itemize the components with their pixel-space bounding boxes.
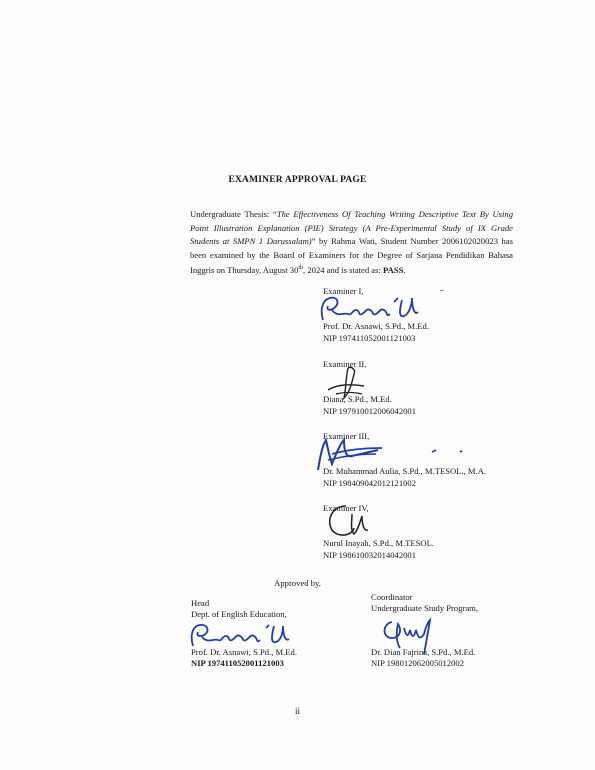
head-name: Prof. Dr. Asnawi, S.Pd., M.Ed.	[191, 647, 297, 657]
examiner-1-name: Prof. Dr. Asnawi, S.Pd., M.Ed.	[323, 320, 429, 331]
examiner-3-nip: NIP 198409042012121002	[323, 478, 417, 488]
examiner-2-nip: NIP 197910012006042001	[323, 406, 417, 416]
examiner-1-role: Examiner I,	[323, 286, 364, 296]
thesis-ordinal: th	[298, 265, 304, 271]
examiner-4-role: Examiner IV,	[323, 503, 369, 513]
thesis-body: ” by Rahma Wati, Student Number 2006102020023 has been examined by the Board of Examiners for the Degree of Sarjana Pendidikan Bahasa Inggris on Thursday, August 30	[190, 236, 514, 275]
thesis-intro: Undergraduate Thesis: “	[190, 209, 277, 219]
head-title-block	[191, 598, 287, 620]
examiner-3-role: Examiner III,	[323, 431, 370, 441]
page-title: EXAMINER APPROVAL PAGE	[228, 175, 367, 185]
examiner-2-signature	[324, 362, 374, 402]
coordinator-nip: NIP 198012062005012002	[371, 658, 465, 668]
head-name-block	[191, 647, 297, 669]
thesis-body-2: , 2024 and is stated as:	[303, 264, 384, 275]
thesis-statement	[190, 208, 513, 277]
head-title: Head	[191, 598, 210, 608]
coordinator-dept: Undergraduate Study Program,	[371, 603, 479, 613]
examiner-4-signature	[322, 500, 382, 540]
examiner-3-name: Dr. Muhammad Aulia, S.Pd., M.TESOL., M.A.	[323, 465, 487, 476]
examiner-1-signature	[318, 292, 428, 326]
thesis-title: The Effectiveness Of Teaching Writing Descriptive Text By Using Point Illustration Explanation (PIE) Strategy (A Pre-Experimental Study of IX Grade Students at SMPN 1 Darussalam)	[190, 209, 513, 246]
examiner-4-name: Nurul Inayah, S.Pd., M.TESOL.	[323, 537, 434, 548]
examiner-1-nip: NIP 197411052001121003	[323, 333, 416, 343]
examiner-2-role: Examiner II,	[323, 359, 367, 369]
page-number: ii	[294, 706, 300, 716]
head-dept: Dept. of English Education,	[191, 609, 287, 619]
coordinator-title-block	[371, 592, 478, 614]
coordinator-title: Coordinator	[371, 592, 413, 602]
approved-by-label: Approved by,	[274, 578, 321, 588]
examiner-4-nip: NIP 198610032014042001	[323, 550, 417, 560]
scan-mark	[440, 290, 444, 291]
head-signature	[188, 620, 293, 650]
thesis-result: PASS	[383, 264, 404, 275]
coordinator-name-block	[371, 647, 475, 669]
examiner-2-name: Diana, S.Pd., M.Ed.	[323, 393, 392, 404]
examiner-3-signature	[312, 434, 472, 474]
coordinator-name: Dr. Dian Fajrina, S.Pd., M.Ed.	[371, 647, 476, 657]
thesis-end: .	[403, 264, 406, 275]
head-nip: NIP 197411052001121003	[191, 658, 284, 668]
